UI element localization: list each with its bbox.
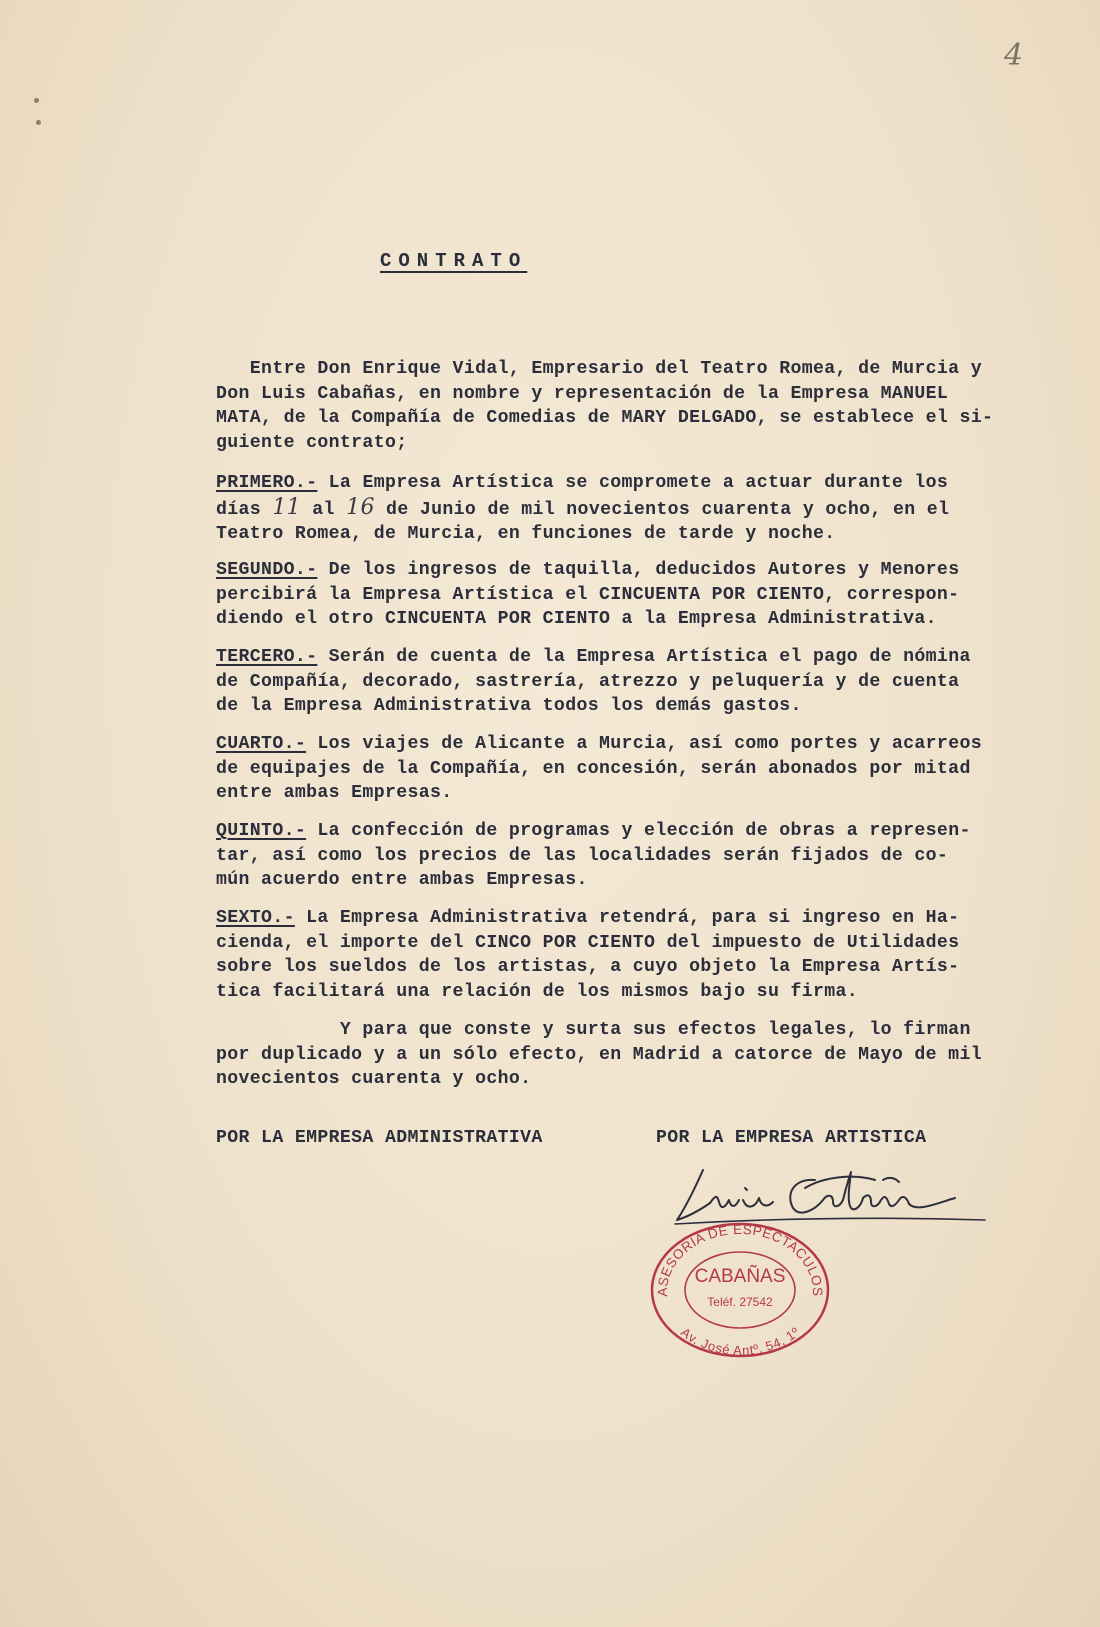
stamp-address: Av. José Antº. 54, 1º xyxy=(678,1324,803,1358)
signatory-artistica: POR LA EMPRESA ARTISTICA xyxy=(656,1128,927,1148)
clause-text: La confección de programas y elección de obras a represen- xyxy=(306,821,971,841)
clause-text: mún acuerdo entre ambas Empresas. xyxy=(216,870,588,890)
intro-paragraph xyxy=(216,357,1086,455)
clause-cuarto xyxy=(216,732,1086,806)
punch-hole-mark xyxy=(36,120,41,125)
clause-text: percibirá la Empresa Artística el CINCUENTA POR CIENTO, correspon- xyxy=(216,584,960,605)
clause-text: La Empresa Artística se compromete a actuar durante los xyxy=(317,473,949,493)
stamp-name: CABAÑAS xyxy=(694,1266,786,1287)
stamp-phone: Teléf. 27542 xyxy=(707,1295,773,1309)
signatory-administrativa: POR LA EMPRESA ADMINISTRATIVA xyxy=(216,1128,543,1148)
clause-label: SEXTO.- xyxy=(216,908,295,928)
clause-text: tica facilitará una relación de los mismos bajo su firma. xyxy=(216,981,859,1002)
clause-text: tar, así como los precios de las localidades serán fijados de co- xyxy=(216,845,949,866)
closing-line: novecientos cuarenta y ocho. xyxy=(216,1069,532,1089)
clause-tercero xyxy=(216,645,1086,719)
company-stamp xyxy=(645,1210,835,1360)
punch-hole-mark xyxy=(34,98,39,103)
handwritten-day-to: 16 xyxy=(346,494,375,520)
clause-text: sobre los sueldos de los artistas, a cuyo objeto la Empresa Artís- xyxy=(216,957,960,977)
clause-text: Serán de cuenta de la Empresa Artística el pago de nómina xyxy=(317,647,971,667)
clause-text: de Junio de mil novecientos cuarenta y ocho, en el xyxy=(374,499,950,520)
clause-text: Teatro Romea, de Murcia, en funciones de tarde y noche. xyxy=(216,524,836,544)
svg-text:Av. José Antº. 54, 1º xyxy=(678,1324,802,1358)
clause-sexto xyxy=(216,906,1086,1004)
clause-text: De los ingresos de taquilla, deducidos Autores y Menores xyxy=(317,560,960,580)
clause-primero xyxy=(216,471,1086,547)
clause-label: SEGUNDO.- xyxy=(216,560,318,580)
closing-paragraph xyxy=(216,1018,1086,1092)
clause-text: diendo el otro CINCUENTA POR CIENTO a la Empresa Administrativa. xyxy=(216,609,937,629)
clause-text: de equipajes de la Compañía, en concesión, serán abonados por mitad xyxy=(216,758,971,779)
intro-line: MATA, de la Compañía de Comedias de MARY DELGADO, se establece el si- xyxy=(216,408,994,428)
intro-line: Entre Don Enrique Vidal, Empresario del Teatro Romea, de Murcia y xyxy=(216,359,982,379)
clause-text: días xyxy=(216,499,273,520)
clause-text: cienda, el importe del CINCO POR CIENTO del impuesto de Utilidades xyxy=(216,932,960,953)
clause-segundo xyxy=(216,558,1086,632)
closing-line: Y para que conste y surta sus efectos legales, lo firman xyxy=(216,1020,971,1040)
clause-quinto xyxy=(216,819,1086,893)
document-title: CONTRATO xyxy=(380,250,528,272)
stamp-ring-text: ASESORIA DE ESPECTACULOS xyxy=(654,1221,826,1297)
closing-line: por duplicado y a un sólo efecto, en Madrid a catorce de Mayo de mil xyxy=(216,1044,982,1065)
clause-label: PRIMERO.- xyxy=(216,473,318,493)
clause-text: Los viajes de Alicante a Murcia, así como portes y acarreos xyxy=(306,734,982,754)
clause-text: entre ambas Empresas. xyxy=(216,783,453,803)
clause-label: CUARTO.- xyxy=(216,734,307,754)
intro-line: Don Luis Cabañas, en nombre y representación de la Empresa MANUEL xyxy=(216,383,949,404)
clause-text: de la Empresa Administrativa todos los demás gastos. xyxy=(216,696,802,716)
clause-text: de Compañía, decorado, sastrería, atrezzo y peluquería y de cuenta xyxy=(216,671,960,692)
intro-line: guiente contrato; xyxy=(216,432,408,453)
clause-label: QUINTO.- xyxy=(216,821,307,841)
clause-text: La Empresa Administrativa retendrá, para si ingreso en Ha- xyxy=(294,908,960,928)
page-number: 4 xyxy=(1004,38,1024,73)
handwritten-day-from: 11 xyxy=(272,494,302,520)
clause-text: al xyxy=(301,499,347,520)
clause-label: TERCERO.- xyxy=(216,647,318,667)
